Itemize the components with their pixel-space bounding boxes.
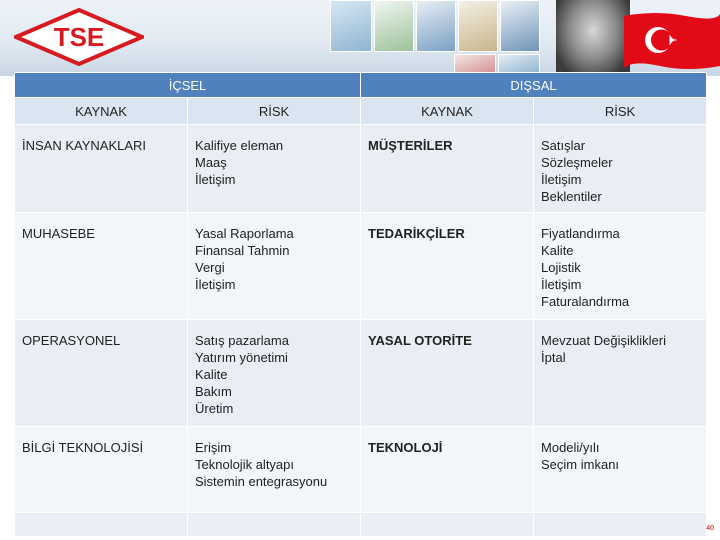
banner-photo <box>458 0 498 52</box>
internal-source: OPERASYONEL <box>22 333 121 348</box>
risk-item: Faturalandırma <box>541 294 630 309</box>
banner-photo <box>500 0 540 52</box>
risk-item: Bakım <box>195 384 232 399</box>
risk-item: Fiyatlandırma <box>541 226 620 241</box>
internal-risks <box>188 513 360 531</box>
risk-item: Maaş <box>195 155 227 170</box>
external-source: TEKNOLOJİ <box>368 440 443 455</box>
table-row <box>15 427 707 513</box>
external-source: YASAL OTORİTE <box>368 333 472 348</box>
risk-item: Vergi <box>195 260 225 275</box>
risk-item: İletişim <box>541 172 582 187</box>
banner-photo <box>374 0 414 52</box>
risk-item: Modeli/yılı <box>541 440 600 455</box>
risk-item: Sözleşmeler <box>541 155 613 170</box>
risk-item: İptal <box>541 350 566 365</box>
risk-item: Kalite <box>541 243 574 258</box>
risk-item: Kalifiye eleman <box>195 138 284 153</box>
table-row <box>15 125 707 213</box>
external-source <box>361 513 533 531</box>
risk-item: Finansal Tahmin <box>195 243 290 258</box>
external-risks <box>534 320 706 372</box>
risk-item: Kalite <box>195 367 228 382</box>
external-source: TEDARİKÇİLER <box>368 226 465 241</box>
column-header: RİSK <box>188 98 361 125</box>
external-risks <box>534 125 706 211</box>
banner-photo <box>330 0 372 52</box>
header-banner <box>0 0 720 76</box>
tse-logo <box>14 8 144 66</box>
risk-item: Satış pazarlama <box>195 333 289 348</box>
turkish-flag-icon <box>616 10 720 70</box>
external-risks <box>534 427 706 479</box>
internal-risks <box>188 213 360 299</box>
risk-item: Teknolojik altyapı <box>195 457 294 472</box>
external-source: MÜŞTERİLER <box>368 138 453 153</box>
external-risks <box>534 213 706 316</box>
column-header: KAYNAK <box>15 98 188 125</box>
banner-photo <box>416 0 456 52</box>
risk-item: Satışlar <box>541 138 586 153</box>
table-row <box>15 213 707 320</box>
risk-item: Yatırım yönetimi <box>195 350 288 365</box>
page-number: 40 <box>706 525 714 532</box>
internal-risks <box>188 320 360 423</box>
internal-risks <box>188 125 360 194</box>
internal-source: BİLGİ TEKNOLOJİSİ <box>22 440 144 455</box>
column-header: KAYNAK <box>361 98 534 125</box>
internal-risks <box>188 427 360 496</box>
external-risks <box>534 513 706 531</box>
internal-source: İNSAN KAYNAKLARI <box>22 138 147 153</box>
risk-table <box>14 72 707 537</box>
table-row <box>15 513 707 537</box>
group-header-external: DIŞSAL <box>361 73 707 98</box>
risk-item: Seçim imkanı <box>541 457 620 472</box>
risk-item: Lojistik <box>541 260 581 275</box>
risk-item: Erişim <box>195 440 232 455</box>
risk-item: Sistemin entegrasyonu <box>195 474 328 489</box>
risk-item: Yasal Raporlama <box>195 226 294 241</box>
risk-item: Mevzuat Değişiklikleri <box>541 333 666 348</box>
risk-item: Üretim <box>195 401 234 416</box>
group-header-internal: İÇSEL <box>15 73 361 98</box>
logo-text: TSE <box>53 22 105 52</box>
internal-source: MUHASEBE <box>22 226 95 241</box>
table-row <box>15 320 707 427</box>
column-header: RİSK <box>534 98 707 125</box>
risk-item: İletişim <box>541 277 582 292</box>
risk-item: İletişim <box>195 172 236 187</box>
internal-source <box>15 513 187 531</box>
risk-item: Beklentiler <box>541 189 602 204</box>
risk-item: İletişim <box>195 277 236 292</box>
